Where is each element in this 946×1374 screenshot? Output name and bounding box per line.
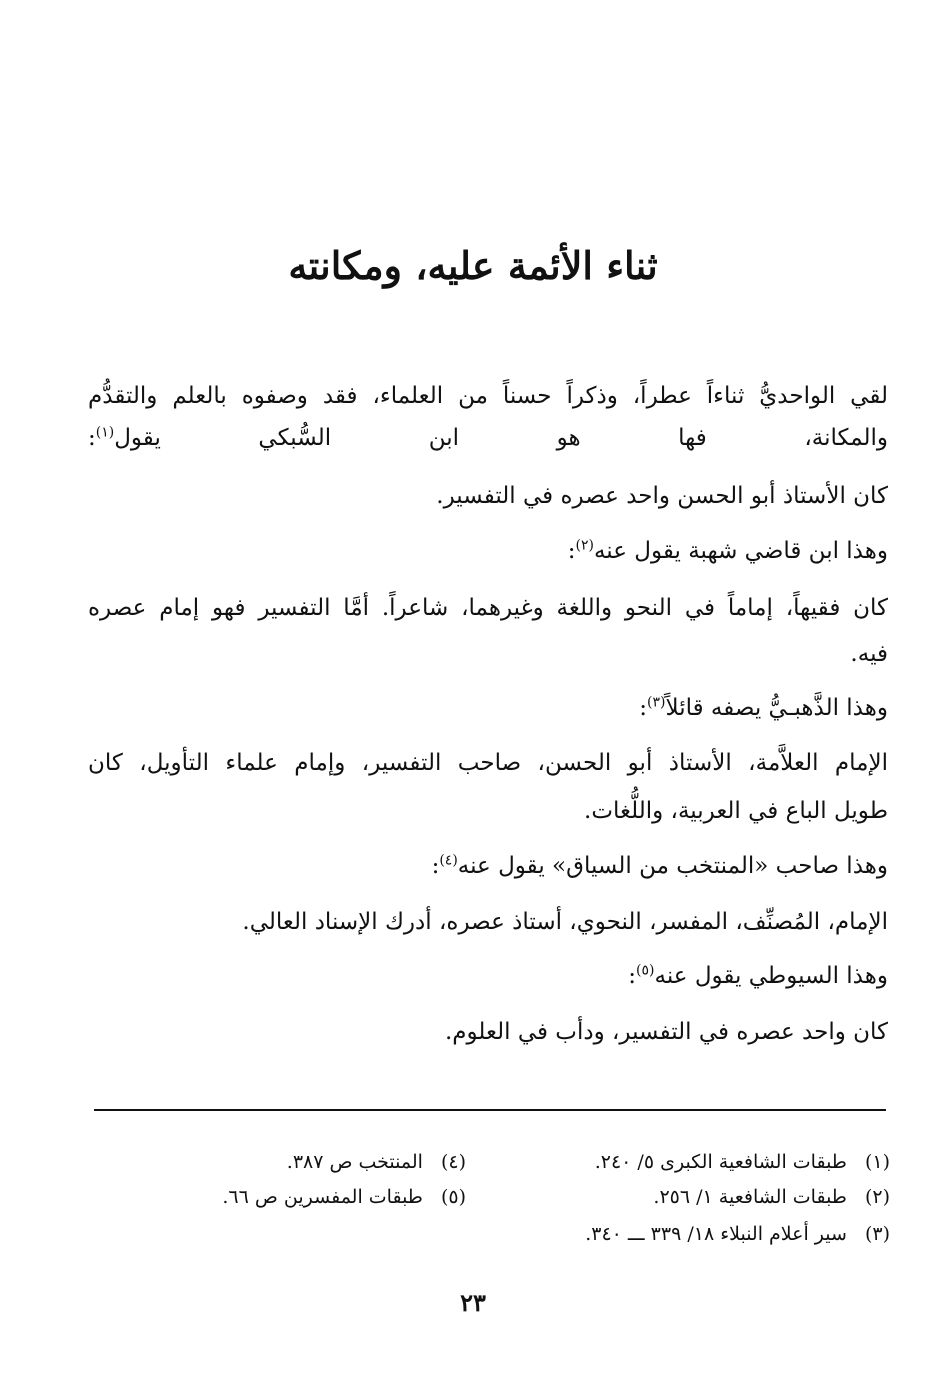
footnote-number: (١) <box>864 1151 890 1173</box>
footnote-text: طبقات الشافعية الكبرى ٥/ ٢٤٠. <box>594 1151 847 1173</box>
footnote-number: (٤) <box>440 1151 466 1173</box>
paragraph-ibn-qadi-shuhba <box>568 533 888 569</box>
paragraph-muntakhab <box>432 848 888 884</box>
footnote-number: (٥) <box>440 1186 466 1208</box>
colon: : <box>88 425 96 451</box>
footnote-2 <box>653 1183 890 1211</box>
quote-dhahabi-line-1: الإمام العلاَّمة، الأستاذ أبو الحسن، صاحب التفسير، وإمام علماء التأويل، كان <box>88 750 888 776</box>
footnote-ref-1: (١) <box>95 424 115 441</box>
quote-dhahabi-line-2: طويل الباع في العربية، واللُّغات. <box>584 798 888 824</box>
footnote-ref-2: (٢) <box>575 537 594 554</box>
quote-ibn-qadi-shuhba-line-2: فيه. <box>850 641 888 667</box>
footnote-text: المنتخب ص ٣٨٧. <box>286 1151 423 1173</box>
colon: : <box>431 853 440 879</box>
quote-muntakhab: الإمام، المُصنِّف، المفسر، النحوي، أستاذ عصره، أدرك الإسناد العالي. <box>242 909 888 935</box>
page-title: ثناء الأئمة عليه، ومكانته <box>288 243 658 288</box>
footnote-divider <box>94 1109 886 1111</box>
paragraph-intro-line-2 <box>88 420 888 456</box>
footnote-number: (٣) <box>864 1223 890 1245</box>
paragraph-intro-line-1: لقي الواحديُّ ثناءاً عطراً، وذكراً حسناً من العلماء، فقد وصفوه بالعلم والتقدُّم <box>88 383 888 409</box>
footnote-3 <box>585 1220 890 1248</box>
footnote-ref-4: (٤) <box>439 852 458 869</box>
footnote-ref-5: (٥) <box>636 962 655 979</box>
paragraph-suyuti-text: وهذا السيوطي يقول عنه <box>654 963 888 989</box>
quote-ibn-subki: كان الأستاذ أبو الحسن واحد عصره في التفسير. <box>436 483 888 509</box>
colon: : <box>628 963 637 989</box>
footnote-ref-3: (٣) <box>647 694 666 711</box>
paragraph-muntakhab-text: وهذا صاحب «المنتخب من السياق» يقول عنه <box>457 853 888 879</box>
footnote-text: سير أعلام النبلاء ١٨/ ٣٣٩ ـــ ٣٤٠. <box>585 1223 847 1245</box>
paragraph-intro-text: والمكانة، فها هو ابن السُّبكي يقول <box>114 425 888 451</box>
footnote-number: (٢) <box>864 1186 890 1208</box>
paragraph-dhahabi <box>639 690 888 726</box>
colon: : <box>639 695 647 721</box>
paragraph-suyuti <box>628 958 888 994</box>
footnote-5 <box>222 1183 466 1211</box>
footnote-text: طبقات المفسرين ص ٦٦. <box>222 1186 423 1208</box>
footnote-4 <box>287 1148 466 1176</box>
footnote-1 <box>595 1148 890 1176</box>
paragraph-ibn-qadi-shuhba-text: وهذا ابن قاضي شهبة يقول عنه <box>593 538 888 564</box>
paragraph-dhahabi-text: وهذا الذَّهبـيُّ يصفه قائلاً <box>665 695 888 721</box>
quote-ibn-qadi-shuhba-line-1: كان فقيهاً، إماماً في النحو واللغة وغيرهما، شاعراً. أمَّا التفسير فهو إمام عصره <box>88 595 888 621</box>
colon: : <box>567 538 576 564</box>
quote-suyuti: كان واحد عصره في التفسير، ودأب في العلوم. <box>444 1019 888 1045</box>
page-number: ٢٣ <box>460 1288 486 1317</box>
footnote-text: طبقات الشافعية ١/ ٢٥٦. <box>653 1186 847 1208</box>
